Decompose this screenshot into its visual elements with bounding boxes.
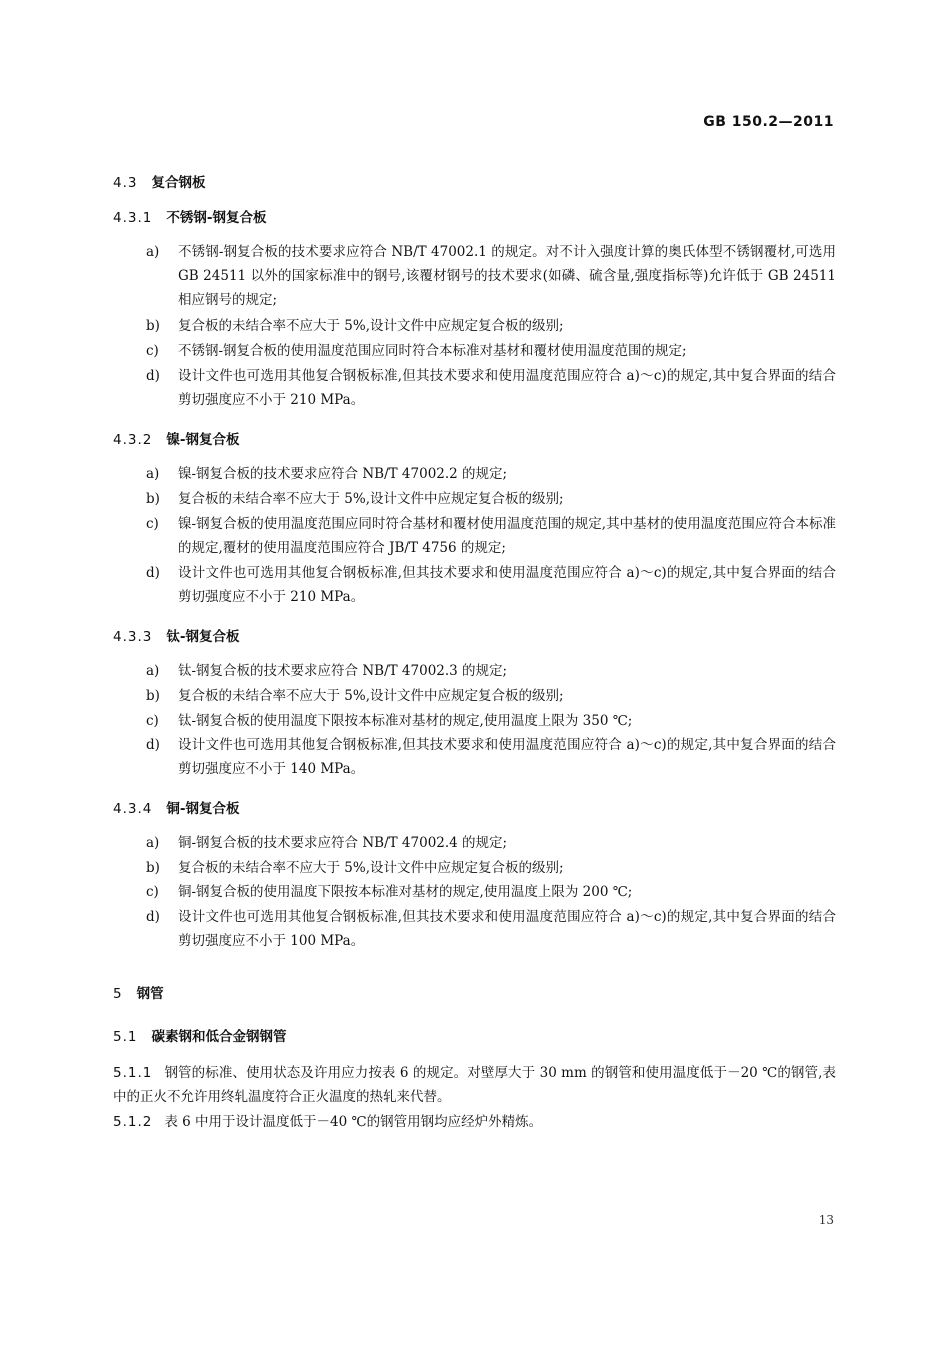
list-item — [146, 512, 836, 560]
list-marker: c) — [146, 884, 159, 900]
list-text: 设计文件也可选用其他复合钢板标准,但其技术要求和使用温度范围应符合 a)～c)的规定,其中复合界面的结合剪切强度应不小于 210 MPa。 — [178, 368, 836, 408]
list-text: 设计文件也可选用其他复合钢板标准,但其技术要求和使用温度范围应符合 a)～c)的规定,其中复合界面的结合剪切强度应不小于 100 MPa。 — [178, 909, 836, 949]
list-item — [146, 905, 836, 953]
section-title: 镍-钢复合板 — [166, 432, 240, 448]
section-number: 5.1 — [113, 1029, 138, 1045]
section-title: 钢管 — [136, 986, 164, 1002]
section-number: 4.3.3 — [113, 629, 153, 645]
section-title: 不锈钢-钢复合板 — [166, 210, 267, 226]
list-marker: d) — [146, 565, 160, 581]
list-marker: d) — [146, 737, 160, 753]
list-item — [146, 314, 836, 338]
list-text: 钛-钢复合板的技术要求应符合 NB/T 47002.3 的规定; — [178, 663, 508, 679]
list-text: 设计文件也可选用其他复合钢板标准,但其技术要求和使用温度范围应符合 a)～c)的规定,其中复合界面的结合剪切强度应不小于 140 MPa。 — [178, 737, 836, 777]
paragraph-number: 5.1.1 — [113, 1065, 153, 1081]
list-marker: a) — [146, 835, 160, 851]
list-item — [146, 462, 836, 486]
section-heading-4-3-1 — [113, 206, 266, 226]
list-item — [146, 831, 836, 855]
list-marker: b) — [146, 491, 160, 507]
section-title: 复合钢板 — [151, 175, 206, 191]
paragraph-text: 钢管的标准、使用状态及许用应力按表 6 的规定。对壁厚大于 30 mm 的钢管和使用温度低于－20 ℃的钢管,表中的正火不允许用终轧温度符合正火温度的热轧来代替。 — [113, 1065, 836, 1105]
list-marker: b) — [146, 688, 160, 704]
list-marker: b) — [146, 318, 160, 334]
standard-id: GB 150.2—2011 — [703, 114, 834, 130]
list-text: 复合板的未结合率不应大于 5%,设计文件中应规定复合板的级别; — [178, 318, 564, 334]
list-text: 设计文件也可选用其他复合钢板标准,但其技术要求和使用温度范围应符合 a)～c)的规定,其中复合界面的结合剪切强度应不小于 210 MPa。 — [178, 565, 836, 605]
section-heading-4-3-4 — [113, 797, 239, 817]
section-title: 碳素钢和低合金钢钢管 — [151, 1029, 287, 1045]
list-marker: c) — [146, 713, 159, 729]
list-item — [146, 709, 836, 733]
list-text: 复合板的未结合率不应大于 5%,设计文件中应规定复合板的级别; — [178, 860, 564, 876]
section-heading-4-3-3 — [113, 625, 239, 645]
list-marker: a) — [146, 244, 160, 260]
list-marker: b) — [146, 860, 160, 876]
section-title: 铜-钢复合板 — [166, 801, 240, 817]
paragraph-5-1-1 — [113, 1061, 836, 1109]
list-item — [146, 364, 836, 412]
section-number: 4.3.4 — [113, 801, 153, 817]
list-item — [146, 856, 836, 880]
list-item — [146, 684, 836, 708]
section-heading-5 — [113, 982, 164, 1002]
list-marker: a) — [146, 466, 160, 482]
list-marker: d) — [146, 909, 160, 925]
section-title: 钛-钢复合板 — [166, 629, 240, 645]
list-text: 铜-钢复合板的使用温度下限按本标准对基材的规定,使用温度上限为 200 ℃; — [178, 884, 633, 900]
list-text: 复合板的未结合率不应大于 5%,设计文件中应规定复合板的级别; — [178, 491, 564, 507]
section-heading-4-3-2 — [113, 428, 239, 448]
list-item — [146, 339, 836, 363]
paragraph-text: 表 6 中用于设计温度低于－40 ℃的钢管用钢均应经炉外精炼。 — [164, 1114, 543, 1130]
list-text: 钛-钢复合板的使用温度下限按本标准对基材的规定,使用温度上限为 350 ℃; — [178, 713, 633, 729]
page-number: 13 — [818, 1213, 834, 1227]
list-item — [146, 659, 836, 683]
list-text: 铜-钢复合板的技术要求应符合 NB/T 47002.4 的规定; — [178, 835, 508, 851]
section-number: 4.3.1 — [113, 210, 153, 226]
section-heading-4-3 — [113, 171, 205, 191]
list-item — [146, 561, 836, 609]
list-marker: a) — [146, 663, 160, 679]
list-text: 不锈钢-钢复合板的技术要求应符合 NB/T 47002.1 的规定。对不计入强度计算的奥氏体型不锈钢覆材,可选用 GB 24511 以外的国家标准中的钢号,该覆材钢号的技术要求(如磷、硫含量,强度指标等)允许低于 GB 24511 相应钢号的规定; — [178, 244, 836, 308]
section-heading-5-1 — [113, 1025, 286, 1045]
paragraph-5-1-2 — [113, 1110, 836, 1134]
list-text: 镍-钢复合板的技术要求应符合 NB/T 47002.2 的规定; — [178, 466, 508, 482]
list-item — [146, 733, 836, 781]
list-marker: c) — [146, 516, 159, 532]
list-item — [146, 487, 836, 511]
list-marker: c) — [146, 343, 159, 359]
list-item — [146, 880, 836, 904]
list-text: 不锈钢-钢复合板的使用温度范围应同时符合本标准对基材和覆材使用温度范围的规定; — [178, 343, 687, 359]
list-text: 镍-钢复合板的使用温度范围应同时符合基材和覆材使用温度范围的规定,其中基材的使用温度范围应符合本标准的规定,覆材的使用温度范围应符合 JB/T 4756 的规定; — [178, 516, 836, 556]
list-item — [146, 240, 836, 312]
section-number: 4.3.2 — [113, 432, 153, 448]
list-marker: d) — [146, 368, 160, 384]
section-number: 5 — [113, 986, 123, 1002]
list-text: 复合板的未结合率不应大于 5%,设计文件中应规定复合板的级别; — [178, 688, 564, 704]
section-number: 4.3 — [113, 175, 138, 191]
paragraph-number: 5.1.2 — [113, 1114, 153, 1130]
